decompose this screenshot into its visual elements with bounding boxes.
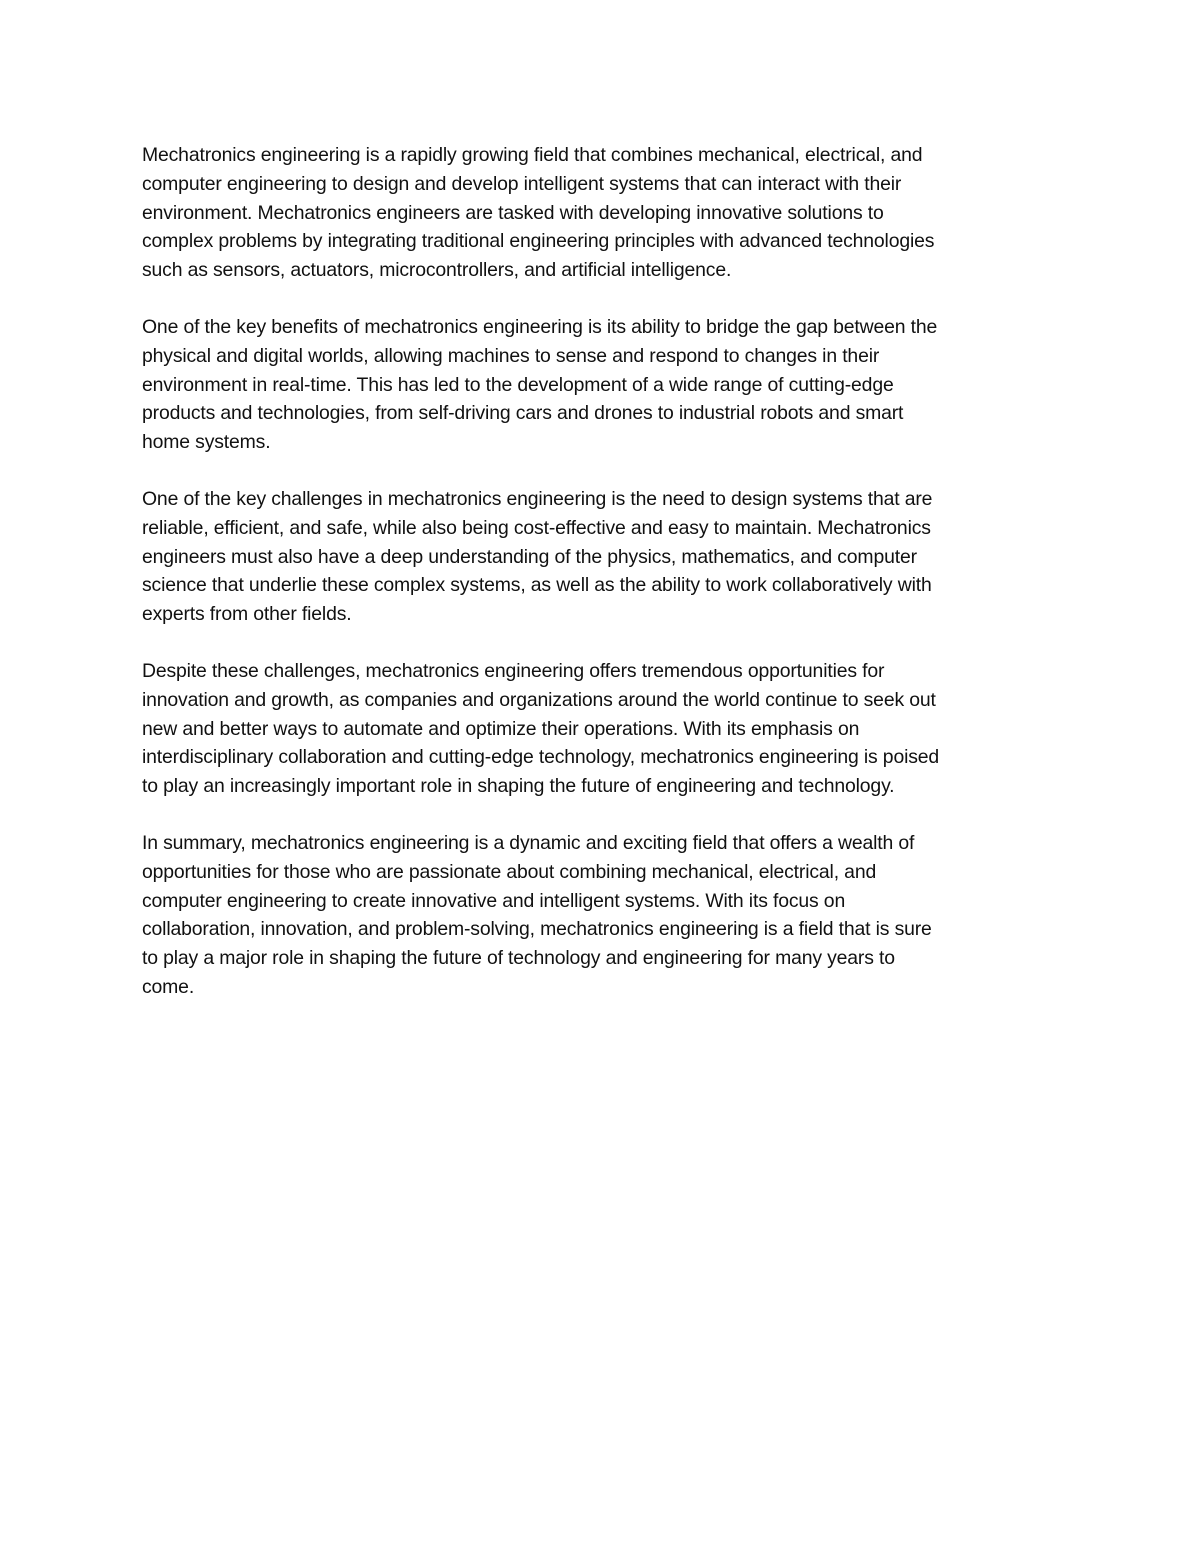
paragraph-opportunities: Despite these challenges, mechatronics engineering offers tremendous opportunities for innovation and growth, as companies and organizations around the world continue to seek out new and better ways to automate and optimize their operations. With its emphasis on interdisciplinary collaboration and cutting-edge technology, mechatronics engineering is poised to play an increasingly important role in shaping the future of engineering and technology. bbox=[142, 659, 940, 798]
paragraph-summary: In summary, mechatronics engineering is a dynamic and exciting field that offers a wealth of opportunities for those who are passionate about combining mechanical, electrical, and computer engineering to create innovative and intelligent systems. With its focus on collaboration, innovation, and problem-solving, mechatronics engineering is a field that is sure to play a major role in shaping the future of technology and engineering for many years to come. bbox=[142, 831, 932, 998]
document-body bbox=[142, 141, 1060, 1030]
paragraph-introduction: Mechatronics engineering is a rapidly growing field that combines mechanical, electrical, and computer engineering to design and develop intelligent systems that can interact with their environment. Mechatronics engineers are tasked with developing innovative solutions to complex problems by integrating traditional engineering principles with advanced technologies such as sensors, actuators, microcontrollers, and artificial intelligence. bbox=[142, 144, 935, 282]
paragraph-challenges: One of the key challenges in mechatronics engineering is the need to design systems that are reliable, efficient, and safe, while also being cost-effective and easy to maintain. Mechatronics engineers must also have a deep understanding of the physics, mathematics, and computer science that underlie these complex systems, as well as the ability to work collaboratively with experts from other fields. bbox=[142, 487, 933, 626]
paragraph-benefits: One of the key benefits of mechatronics engineering is its ability to bridge the gap between the physical and digital worlds, allowing machines to sense and respond to changes in their environment in real-time. This has led to the development of a wide range of cutting-edge products and technologies, from self-driving cars and drones to industrial robots and smart home systems. bbox=[142, 315, 938, 454]
